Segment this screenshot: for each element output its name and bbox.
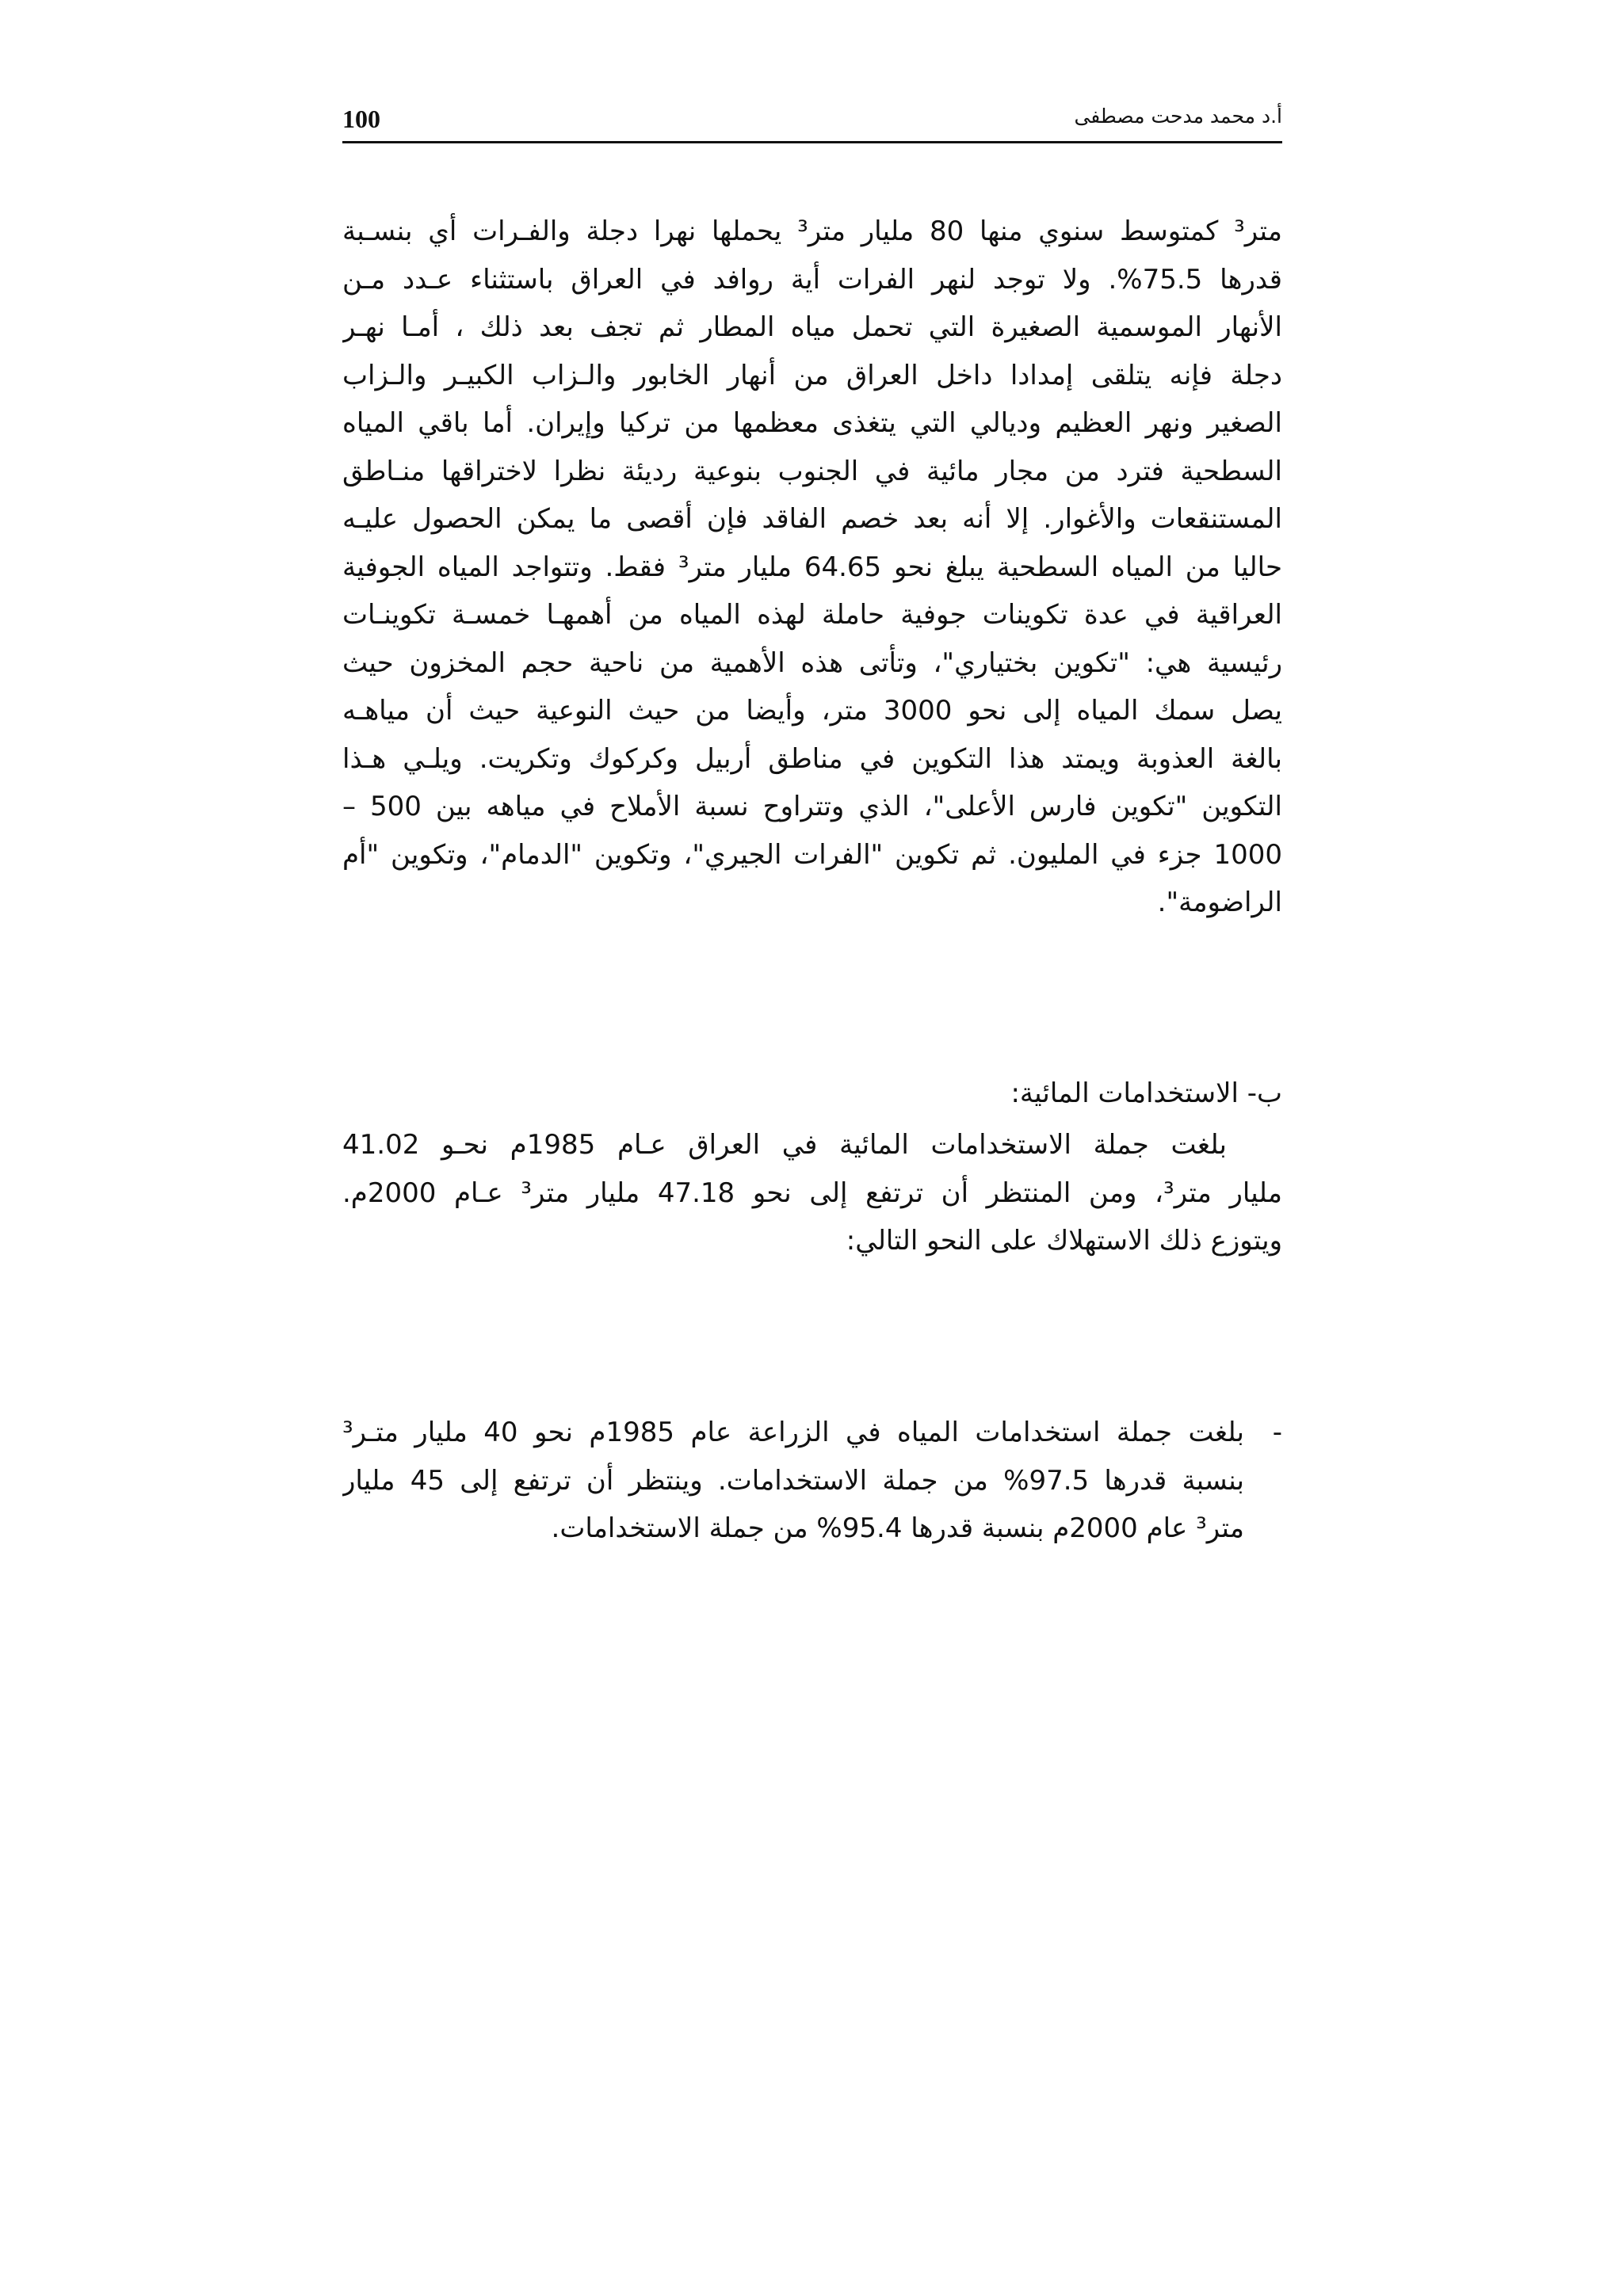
text-line: مليار متر³، ومن المنتظر أن ترتفع إلى نحو 47.18 مليار متر³ عـام 2000م.: [342, 1177, 1282, 1209]
text-line: حاليا من المياه السطحية يبلغ نحو 64.65 مليار متر³ فقط. وتتواجد المياه الجوفية: [342, 551, 1282, 583]
text-line: العراقية في عدة تكوينات جوفية حاملة لهذه المياه من أهمهـا خمسـة تكوينـات: [342, 599, 1282, 631]
bullet-text: [342, 1409, 1244, 1553]
text-line: متر³ كمتوسط سنوي منها 80 مليار متر³ يحملها نهرا دجلة والفـرات أي بنسـبة: [342, 215, 1282, 247]
text-line: الأنهار الموسمية الصغيرة التي تحمل مياه المطار ثم تجف بعد ذلك ، أمـا نهـر: [342, 311, 1282, 343]
bullet-item-agriculture: [342, 1409, 1282, 1553]
text-line: بالغة العذوبة ويمتد هذا التكوين في مناطق أربيل وكركوك وتكريت. ويلـي هـذا: [342, 742, 1282, 775]
paragraph-water-uses: [342, 1121, 1282, 1265]
text-line: الصغير ونهر العظيم وديالي التي يتغذى معظمها من تركيا وإيران. أما باقي المياه: [342, 407, 1282, 439]
text-line: ويتوزع ذلك الاستهلاك على النحو التالي:: [846, 1225, 1282, 1257]
running-header: [342, 97, 1282, 144]
bullet-marker: -: [1272, 1417, 1282, 1448]
text-line: بلغت جملة الاستخدامات المائية في العراق عـام 1985م نحـو 41.02: [342, 1129, 1227, 1161]
header-rule: [342, 141, 1282, 143]
author-name: أ.د محمد مدحت مصطفى: [1074, 105, 1282, 128]
text-line: التكوين "تكوين فارس الأعلى"، الذي وتتراوح نسبة الأملاح في مياهه بين 500 –: [342, 791, 1282, 822]
page-number: 100: [342, 105, 380, 133]
text-line: متر³ عام 2000م بنسبة قدرها 95.4% من جملة الاستخدامات.: [551, 1512, 1244, 1544]
text-line: المستنقعات والأغوار. إلا أنه بعد خصم الفاقد فإن أقصى ما يمكن الحصول عليـه: [342, 503, 1282, 535]
text-line: بلغت جملة استخدامات المياه في الزراعة عام 1985م نحو 40 مليار متـر³: [342, 1417, 1244, 1448]
paragraph-main: [342, 208, 1282, 927]
text-line: دجلة فإنه يتلقى إمدادا داخل العراق من أنهار الخابور والـزاب الكبيـر والـزاب: [342, 359, 1282, 391]
section-heading: ب- الاستخدامات المائية:: [1010, 1077, 1282, 1109]
text-line: رئيسية هي: "تكوين بختياري"، وتأتى هذه الأهمية من ناحية حجم المخزون حيث: [342, 646, 1282, 679]
text-line: السطحية فترد من مجار مائية في الجنوب بنوعية رديئة نظرا لاختراقها منـاطق: [342, 455, 1282, 487]
text-line: يصل سمك المياه إلى نحو 3000 متر، وأيضا من حيث النوعية حيث أن مياهـه: [342, 695, 1282, 727]
text-line: 1000 جزء في المليون. ثم تكوين "الفرات الجيري"، وتكوين "الدمام"، وتكوين "أم: [342, 838, 1282, 871]
text-line: الراضومة".: [1157, 887, 1282, 918]
text-line: قدرها 75.5%. ولا توجد لنهر الفرات أية روافد في العراق باستثناء عـدد مـن: [342, 263, 1282, 296]
text-line: بنسبة قدرها 97.5% من جملة الاستخدامات. وينتظر أن ترتفع إلى 45 مليار: [342, 1464, 1244, 1497]
